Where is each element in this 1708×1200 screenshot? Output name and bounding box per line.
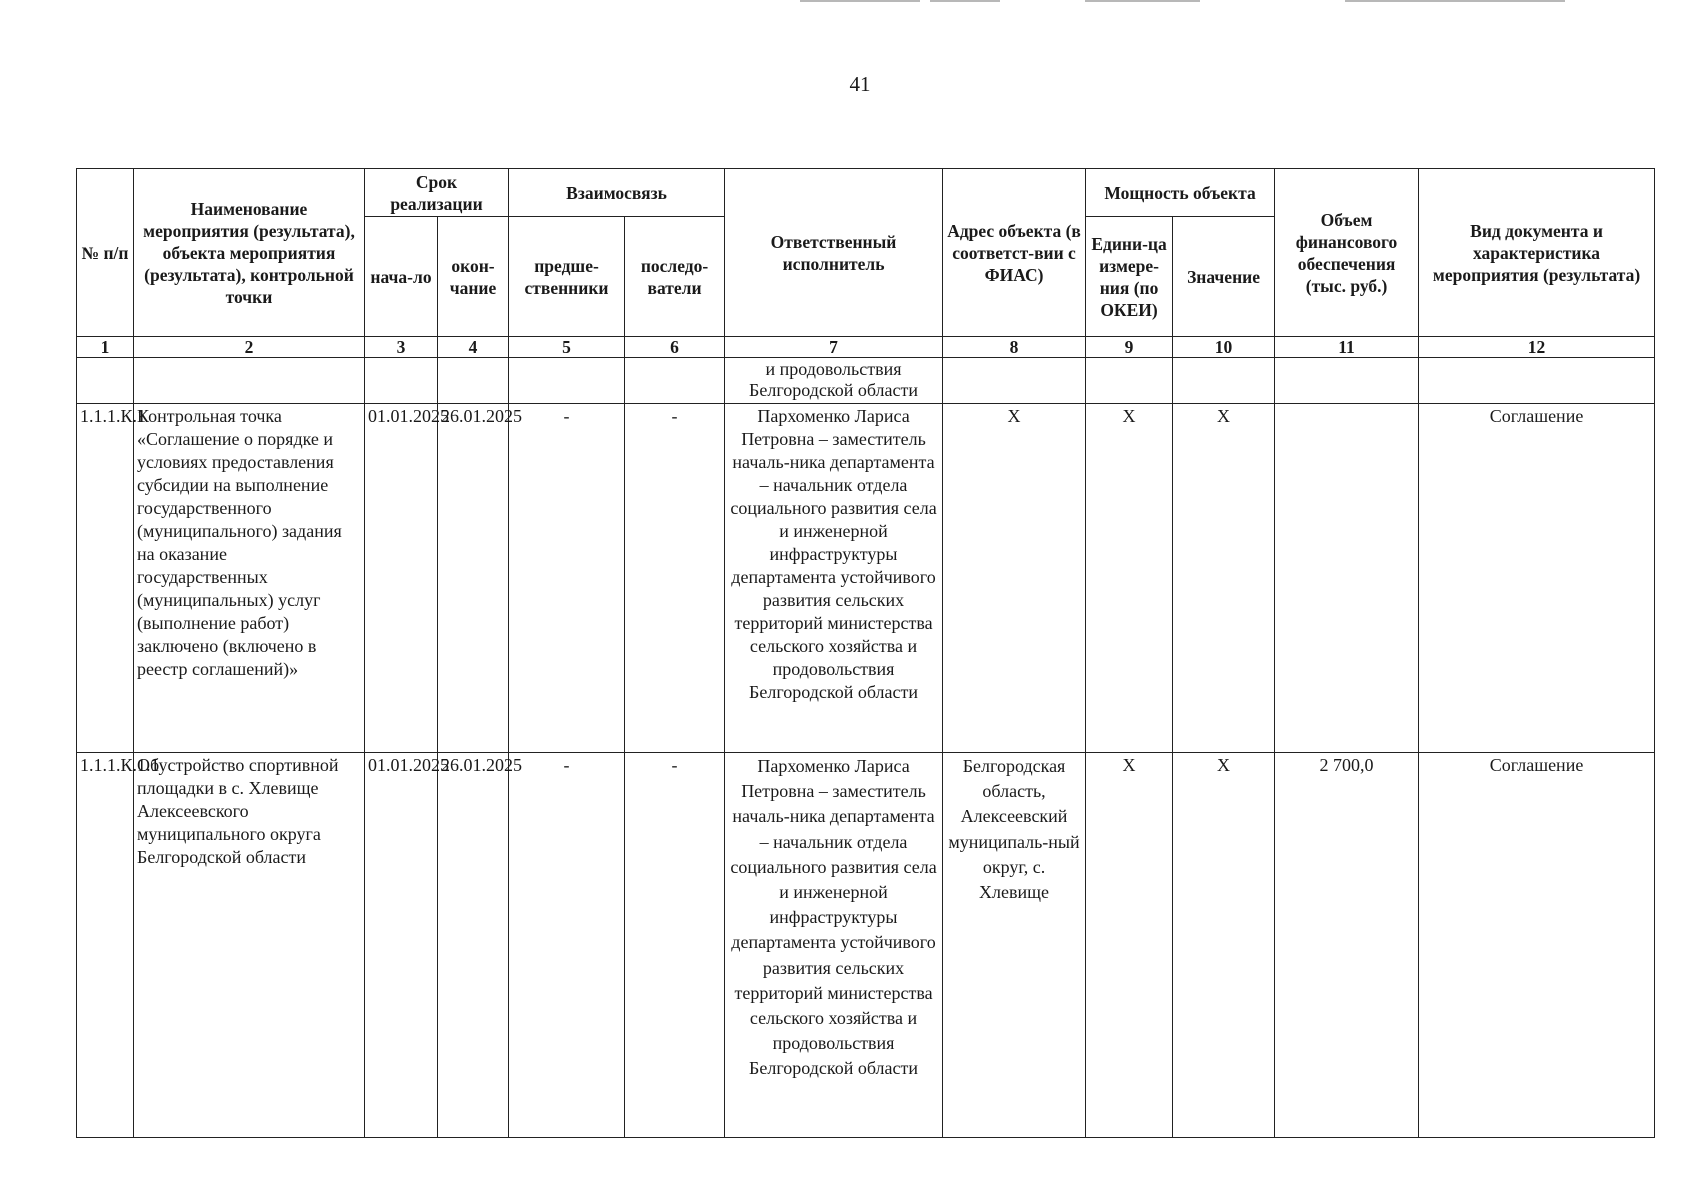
header-successors: последо-ватели bbox=[625, 217, 725, 337]
column-number: 10 bbox=[1173, 337, 1275, 358]
column-number: 5 bbox=[509, 337, 625, 358]
header-row bbox=[77, 169, 1655, 217]
row-end: 26.01.2025 bbox=[438, 753, 509, 1138]
row-num: 1.1.1.К.1.1 bbox=[77, 753, 134, 1138]
row-end: 26.01.2025 bbox=[438, 404, 509, 753]
header-doc-type: Вид документа и характеристика мероприятия (результата) bbox=[1419, 169, 1655, 337]
row-responsible: Пархоменко Лариса Петровна – заместитель началь-ника департамента – начальник отдела социального развития села и инженерной инфраструктуры департамента устойчивого развития сельских территорий министерства сельского хозяйства и продовольствия Белгородской области bbox=[725, 753, 943, 1138]
activities-plan-table bbox=[76, 168, 1655, 1138]
header-start: нача-ло bbox=[365, 217, 438, 337]
row-address: X bbox=[943, 404, 1086, 753]
row-unit: X bbox=[1086, 753, 1173, 1138]
column-number: 8 bbox=[943, 337, 1086, 358]
header-period: Срок реализации bbox=[365, 169, 509, 217]
scan-artifact-line bbox=[930, 0, 1000, 2]
header-unit: Едини-ца измере-ния (по ОКЕИ) bbox=[1086, 217, 1173, 337]
column-number: 9 bbox=[1086, 337, 1173, 358]
column-number: 1 bbox=[77, 337, 134, 358]
row-predecessors: - bbox=[509, 753, 625, 1138]
column-number: 11 bbox=[1275, 337, 1419, 358]
continuation-responsible: и продовольствия Белгородской области bbox=[725, 358, 943, 404]
page-number: 41 bbox=[849, 72, 871, 96]
row-doc-type: Соглашение bbox=[1419, 404, 1655, 753]
row-successors: - bbox=[625, 404, 725, 753]
row-doc-type: Соглашение bbox=[1419, 753, 1655, 1138]
header-funding: Объем финансового обеспечения (тыс. руб.) bbox=[1275, 169, 1419, 337]
column-number-row bbox=[77, 337, 1655, 358]
continuation-row bbox=[77, 358, 1655, 404]
row-start: 01.01.2025 bbox=[365, 753, 438, 1138]
row-value: X bbox=[1173, 753, 1275, 1138]
header-value: Значение bbox=[1173, 217, 1275, 337]
row-value: X bbox=[1173, 404, 1275, 753]
column-number: 12 bbox=[1419, 337, 1655, 358]
header-name: Наименование мероприятия (результата), объекта мероприятия (результата), контрольной точки bbox=[134, 169, 365, 337]
row-funding bbox=[1275, 404, 1419, 753]
scan-artifact-line bbox=[800, 0, 920, 2]
row-responsible: Пархоменко Лариса Петровна – заместитель началь-ника департамента – начальник отдела социального развития села и инженерной инфраструктуры департамента устойчивого развития сельских территорий министерства сельского хозяйства и продовольствия Белгородской области bbox=[725, 404, 943, 753]
column-number: 4 bbox=[438, 337, 509, 358]
header-responsible: Ответственный исполнитель bbox=[725, 169, 943, 337]
scan-artifact-line bbox=[1345, 0, 1565, 2]
column-number: 7 bbox=[725, 337, 943, 358]
header-capacity: Мощность объекта bbox=[1086, 169, 1275, 217]
column-number: 3 bbox=[365, 337, 438, 358]
column-number: 2 bbox=[134, 337, 365, 358]
header-address: Адрес объекта (в соответст-вии с ФИАС) bbox=[943, 169, 1086, 337]
column-number: 6 bbox=[625, 337, 725, 358]
row-successors: - bbox=[625, 753, 725, 1138]
header-end: окон-чание bbox=[438, 217, 509, 337]
row-unit: X bbox=[1086, 404, 1173, 753]
row-start: 01.01.2025 bbox=[365, 404, 438, 753]
header-predecessors: предше-ственники bbox=[509, 217, 625, 337]
row-predecessors: - bbox=[509, 404, 625, 753]
row-funding: 2 700,0 bbox=[1275, 753, 1419, 1138]
row-name: Контрольная точка «Соглашение о порядке и условиях предоставления субсидии на выполнение государственного (муниципального) задания на оказание государственных (муниципальных) услуг (выполнение работ) заключено (включено в реестр соглашений)» bbox=[134, 404, 365, 753]
row-name: Обустройство спортивной площадки в с. Хлевище Алексеевского муниципального округа Белгородской области bbox=[134, 753, 365, 1138]
table-row bbox=[77, 404, 1655, 753]
scan-artifact-line bbox=[1085, 0, 1200, 2]
table-row bbox=[77, 753, 1655, 1138]
header-relation: Взаимосвязь bbox=[509, 169, 725, 217]
row-num: 1.1.1.К.1 bbox=[77, 404, 134, 753]
row-address: Белгородская область, Алексеевский муниципаль-ный округ, с. Хлевище bbox=[943, 753, 1086, 1138]
header-num: № п/п bbox=[77, 169, 134, 337]
